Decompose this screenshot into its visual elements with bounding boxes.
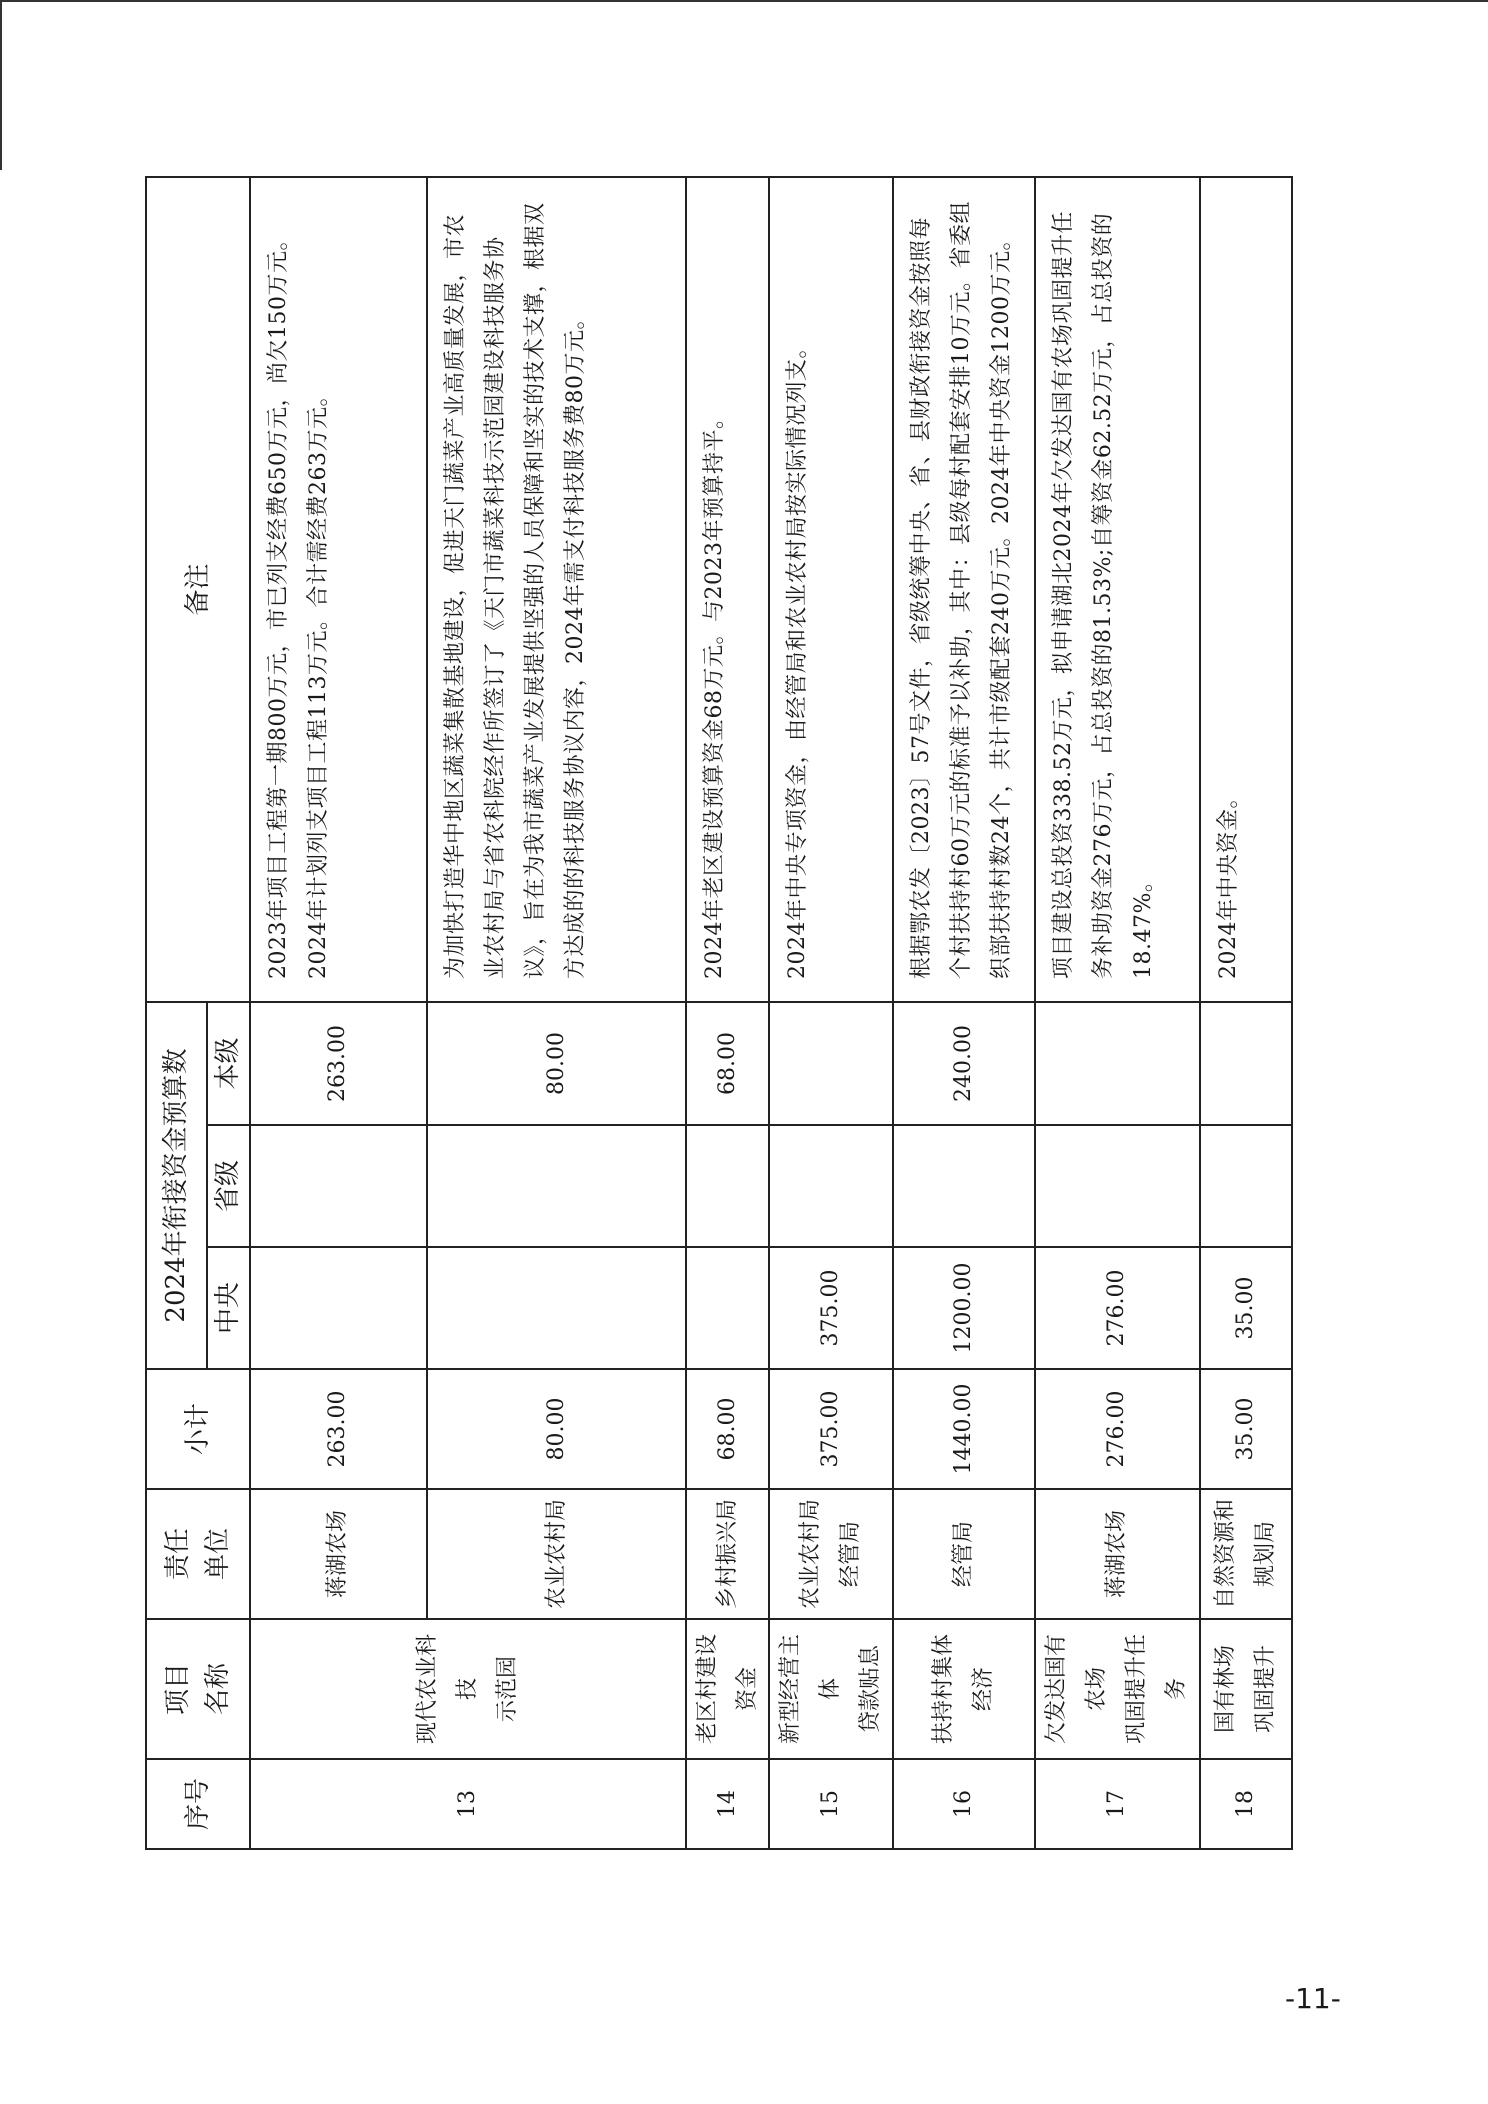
cell-name: 国有林场 巩固提升 (1200, 1619, 1292, 1759)
cell-name: 新型经营主体 贷款贴息 (769, 1619, 893, 1759)
header-note: 备注 (146, 177, 250, 1002)
cell-local: 80.00 (427, 1002, 686, 1125)
cell-central: 1200.00 (893, 1247, 1035, 1369)
page-left-border (0, 0, 2, 170)
cell-unit: 蒋湖农场 (1035, 1489, 1199, 1619)
cell-central (686, 1247, 769, 1369)
page-top-border (0, 0, 1488, 2)
cell-note: 2023年项目工程第一期800万元，市已列支经费650万元，尚欠150万元。2024年计划列支项目工程113万元。合计需经费263万元。 (250, 177, 428, 1002)
cell-central: 375.00 (769, 1247, 893, 1369)
table-row (1035, 177, 1199, 1849)
cell-provincial (1035, 1125, 1199, 1247)
table-row (427, 177, 686, 1849)
cell-provincial (1200, 1125, 1292, 1247)
cell-local: 68.00 (686, 1002, 769, 1125)
cell-central (250, 1247, 428, 1369)
cell-central: 35.00 (1200, 1247, 1292, 1369)
header-central: 中央 (207, 1247, 250, 1369)
cell-subtotal: 80.00 (427, 1369, 686, 1489)
budget-table (145, 176, 1293, 1850)
cell-seq: 17 (1035, 1759, 1199, 1849)
cell-note: 2024年中央资金。 (1200, 177, 1292, 1002)
cell-subtotal: 1440.00 (893, 1369, 1035, 1489)
cell-provincial (893, 1125, 1035, 1247)
cell-name: 欠发达国有农场 巩固提升任务 (1035, 1619, 1199, 1759)
header-provincial: 省级 (207, 1125, 250, 1247)
header-seq: 序号 (146, 1759, 250, 1849)
table-row (686, 177, 769, 1849)
cell-provincial (427, 1125, 686, 1247)
rotated-table-container (145, 178, 1293, 1850)
cell-provincial (686, 1125, 769, 1247)
cell-provincial (769, 1125, 893, 1247)
cell-central (427, 1247, 686, 1369)
cell-central: 276.00 (1035, 1247, 1199, 1369)
cell-local: 240.00 (893, 1002, 1035, 1125)
header-unit: 责任 单位 (146, 1489, 250, 1619)
cell-subtotal: 276.00 (1035, 1369, 1199, 1489)
cell-note: 2024年中央专项资金，由经管局和农业农村局按实际情况列支。 (769, 177, 893, 1002)
cell-name: 扶持村集体经济 (893, 1619, 1035, 1759)
table-row (893, 177, 1035, 1849)
cell-unit: 自然资源和 规划局 (1200, 1489, 1292, 1619)
cell-seq: 15 (769, 1759, 893, 1849)
cell-local: 263.00 (250, 1002, 428, 1125)
table-row (1200, 177, 1292, 1849)
cell-subtotal: 35.00 (1200, 1369, 1292, 1489)
cell-seq: 16 (893, 1759, 1035, 1849)
header-name: 项目 名称 (146, 1619, 250, 1759)
cell-local (1035, 1002, 1199, 1125)
table-row (250, 177, 428, 1849)
cell-subtotal: 375.00 (769, 1369, 893, 1489)
cell-local (1200, 1002, 1292, 1125)
cell-seq: 18 (1200, 1759, 1292, 1849)
cell-name: 老区村建设资金 (686, 1619, 769, 1759)
cell-seq: 14 (686, 1759, 769, 1849)
page-number: -11- (1285, 1982, 1341, 2015)
header-local: 本级 (207, 1002, 250, 1125)
cell-subtotal: 68.00 (686, 1369, 769, 1489)
header-budget-group: 2024年衔接资金预算数 (146, 1002, 207, 1369)
cell-note: 项目建设总投资338.52万元，拟申请湖北2024年欠发达国有农场巩固提升任务补助资金276万元，占总投资的81.53%;自筹资金62.52万元，占总投资的18.47%。 (1035, 177, 1199, 1002)
cell-unit: 农业农村局 经管局 (769, 1489, 893, 1619)
cell-unit: 蒋湖农场 (250, 1489, 428, 1619)
cell-local (769, 1002, 893, 1125)
header-subtotal: 小计 (146, 1369, 250, 1489)
cell-subtotal: 263.00 (250, 1369, 428, 1489)
cell-unit: 乡村振兴局 (686, 1489, 769, 1619)
cell-name: 现代农业科技 示范园 (250, 1619, 686, 1759)
cell-unit: 农业农村局 (427, 1489, 686, 1619)
cell-unit: 经管局 (893, 1489, 1035, 1619)
cell-note: 为加快打造华中地区蔬菜集散基地建设，促进天门蔬菜产业高质量发展，市农业农村局与省农科院经作所签订了《天门市蔬菜科技示范园建设科技服务协议》，旨在为我市蔬菜产业发展提供坚强的人员保障和坚实的技术支撑，根据双方达成的的科技服务协议内容，2024年需支付科技服务费80万元。 (427, 177, 686, 1002)
table-row (769, 177, 893, 1849)
cell-provincial (250, 1125, 428, 1247)
cell-note: 根据鄂农发〔2023〕57号文件，省级统筹中央、省、县财政衔接资金按照每个村扶持村60万元的标准予以补助，其中：县级每村配套安排10万元。省委组织部扶持村数24个，共计市级配套240万元。2024年中央资金1200万元。 (893, 177, 1035, 1002)
cell-seq: 13 (250, 1759, 686, 1849)
cell-note: 2024年老区建设预算资金68万元。与2023年预算持平。 (686, 177, 769, 1002)
